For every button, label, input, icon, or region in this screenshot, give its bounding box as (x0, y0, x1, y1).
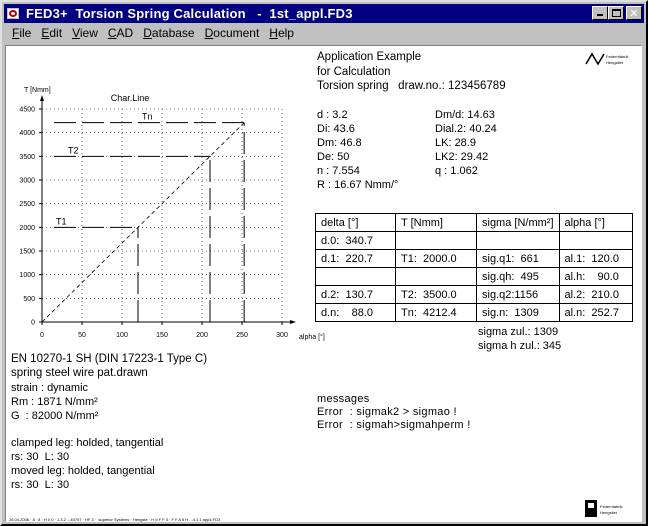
y-tick-label: 0 (31, 319, 35, 327)
minimize-icon (597, 14, 603, 16)
y-tick-label: 3000 (19, 177, 35, 185)
col-header-sigma: sigma [N/mm²] (477, 214, 560, 232)
col-header-torque: T [Nmm] (396, 214, 477, 232)
sigma-zul: sigma zul.: 1309 (478, 326, 559, 338)
characteristic-line-chart (6, 46, 325, 356)
param-q: q : 1.062 (435, 165, 478, 177)
param-d: d : 3.2 (317, 109, 348, 121)
x-axis-arrow (290, 320, 296, 324)
header-line-1: Application Example (317, 51, 422, 63)
y-tick-label: 4000 (19, 130, 35, 138)
table-cell (477, 232, 560, 250)
x-tick-label: 150 (156, 332, 168, 339)
maximize-button[interactable] (608, 6, 624, 20)
material-standard: EN 10270-1 SH (DIN 17223-1 Type C) (11, 353, 208, 365)
table-row (316, 232, 633, 250)
chart-title: Char.Line (110, 93, 150, 103)
menu-bar (4, 24, 644, 43)
title-bar[interactable] (4, 4, 644, 23)
app-spring-icon[interactable] (6, 6, 22, 22)
x-tick-label: 100 (116, 332, 128, 339)
table-cell: Tn: 4212.4 (396, 304, 477, 322)
param-lk2: LK2: 29.42 (435, 151, 489, 163)
clamped-leg-dims: rs: 30 L: 30 (11, 451, 70, 463)
y-tick-label: 2500 (19, 201, 35, 209)
menu-edit[interactable]: Edit (41, 26, 63, 40)
table-cell: al.n: 252.7 (559, 304, 632, 322)
clamped-leg: clamped leg: holded, tangential (11, 437, 164, 449)
y-tick-label: 2000 (19, 224, 35, 232)
table-cell: al.1: 120.0 (559, 250, 632, 268)
table-cell: T1: 2000.0 (396, 250, 477, 268)
strain-type: strain : dynamic (11, 382, 89, 394)
x-axis-label: alpha [°] (299, 334, 325, 341)
close-button[interactable] (626, 6, 642, 20)
table-cell (396, 268, 477, 286)
menu-database[interactable]: Database (143, 26, 195, 40)
table-cell: al.h: 90.0 (559, 268, 632, 286)
table-cell: sig.q1: 661 (477, 250, 560, 268)
y-tick-label: 1000 (19, 272, 35, 280)
manufacturer-logo (583, 498, 633, 520)
logo-text: Federnfabrik (606, 54, 629, 59)
table-cell: d.0: 340.7 (316, 232, 396, 250)
material-type: spring steel wire pat.drawn (11, 367, 148, 379)
menu-help[interactable]: Help (269, 26, 294, 40)
manufacturer-logo-subtext: Hengstler (600, 510, 618, 515)
table-row (316, 304, 633, 322)
y-axis-label: T [Nmm] (24, 87, 51, 94)
material-g: G : 82000 N/mm² (11, 410, 99, 422)
param-dm: Dm: 46.8 (317, 137, 362, 149)
footer-text: 26.04.2006 · 8 : 8 · H 0 0 · 1.3.2 ...40707 · HF 3 · superior Systems · Hengste · H d F F 3 · F F A 8 H ...4.1 1 app3.FD3 (9, 517, 221, 522)
table-cell (396, 232, 477, 250)
window-title: FED3+ Torsion Spring Calculation - 1st_appl.FD3 (26, 6, 353, 21)
col-header-alpha: alpha [°] (559, 214, 632, 232)
table-cell: sig.qh: 495 (477, 268, 560, 286)
table-row (316, 250, 633, 268)
table-cell: sig.q2:1156 (477, 286, 560, 304)
table-cell (559, 232, 632, 250)
maximize-icon (612, 9, 621, 17)
x-tick-label: 250 (236, 332, 248, 339)
col-header-delta: delta [°] (316, 214, 396, 232)
table-cell: sig.n: 1309 (477, 304, 560, 322)
y-tick-label: 1500 (19, 248, 35, 256)
menu-file[interactable]: File (12, 26, 32, 40)
marker-label-t1: T1 (56, 216, 67, 227)
y-tick-label: 3500 (19, 153, 35, 161)
param-r: R : 16.67 Nmm/° (317, 179, 399, 191)
param-dial2: Dial.2: 40.24 (435, 123, 497, 135)
table-cell: d.2: 130.7 (316, 286, 396, 304)
material-rm: Rm : 1871 N/mm² (11, 396, 98, 408)
table-row (316, 268, 633, 286)
document-canvas[interactable] (5, 45, 642, 522)
table-cell (316, 268, 396, 286)
menu-cad[interactable]: CAD (107, 26, 134, 40)
x-tick-label: 300 (276, 332, 288, 339)
table-header-row (316, 214, 633, 232)
logo-subtext: Hengstler (606, 60, 624, 65)
param-di: Di: 43.6 (317, 123, 355, 135)
param-lk: LK: 28.9 (435, 137, 476, 149)
close-icon: ✕ (629, 6, 639, 20)
menu-view[interactable]: View (72, 26, 98, 40)
param-dm-d: Dm/d: 14.63 (435, 109, 495, 121)
table-cell: al.2: 210.0 (559, 286, 632, 304)
message-line: Error : sigmah>sigmahperm ! (317, 419, 471, 431)
marker-label-t2: T2 (68, 145, 79, 156)
table-cell: d.n: 88.0 (316, 304, 396, 322)
results-table (315, 213, 633, 322)
minimize-button[interactable] (592, 6, 608, 20)
moved-leg-dims: rs: 30 L: 30 (11, 479, 70, 491)
y-axis-arrow (40, 95, 44, 101)
table-cell: T2: 3500.0 (396, 286, 477, 304)
param-de: De: 50 (317, 151, 350, 163)
param-n: n : 7.554 (317, 165, 360, 177)
x-tick-label: 50 (78, 332, 86, 339)
header-line-2: for Calculation (317, 66, 391, 78)
menu-document[interactable]: Document (204, 26, 260, 40)
header-line-3: Torsion spring draw.no.: 123456789 (317, 80, 506, 92)
x-tick-label: 200 (196, 332, 208, 339)
messages-title: messages (317, 393, 370, 405)
moved-leg: moved leg: holded, tangential (11, 465, 155, 477)
sigma-h-zul: sigma h zul.: 345 (478, 340, 562, 352)
company-logo (584, 50, 630, 68)
manufacturer-logo-text: Federnfabrik (600, 504, 623, 509)
marker-label-tn: Tn (142, 111, 153, 122)
x-tick-label: 0 (40, 332, 44, 339)
y-tick-label: 500 (23, 295, 35, 303)
y-tick-label: 4500 (19, 106, 35, 114)
message-line: Error : sigmak2 > sigmao ! (317, 406, 457, 418)
table-cell: d.1: 220.7 (316, 250, 396, 268)
table-row (316, 286, 633, 304)
